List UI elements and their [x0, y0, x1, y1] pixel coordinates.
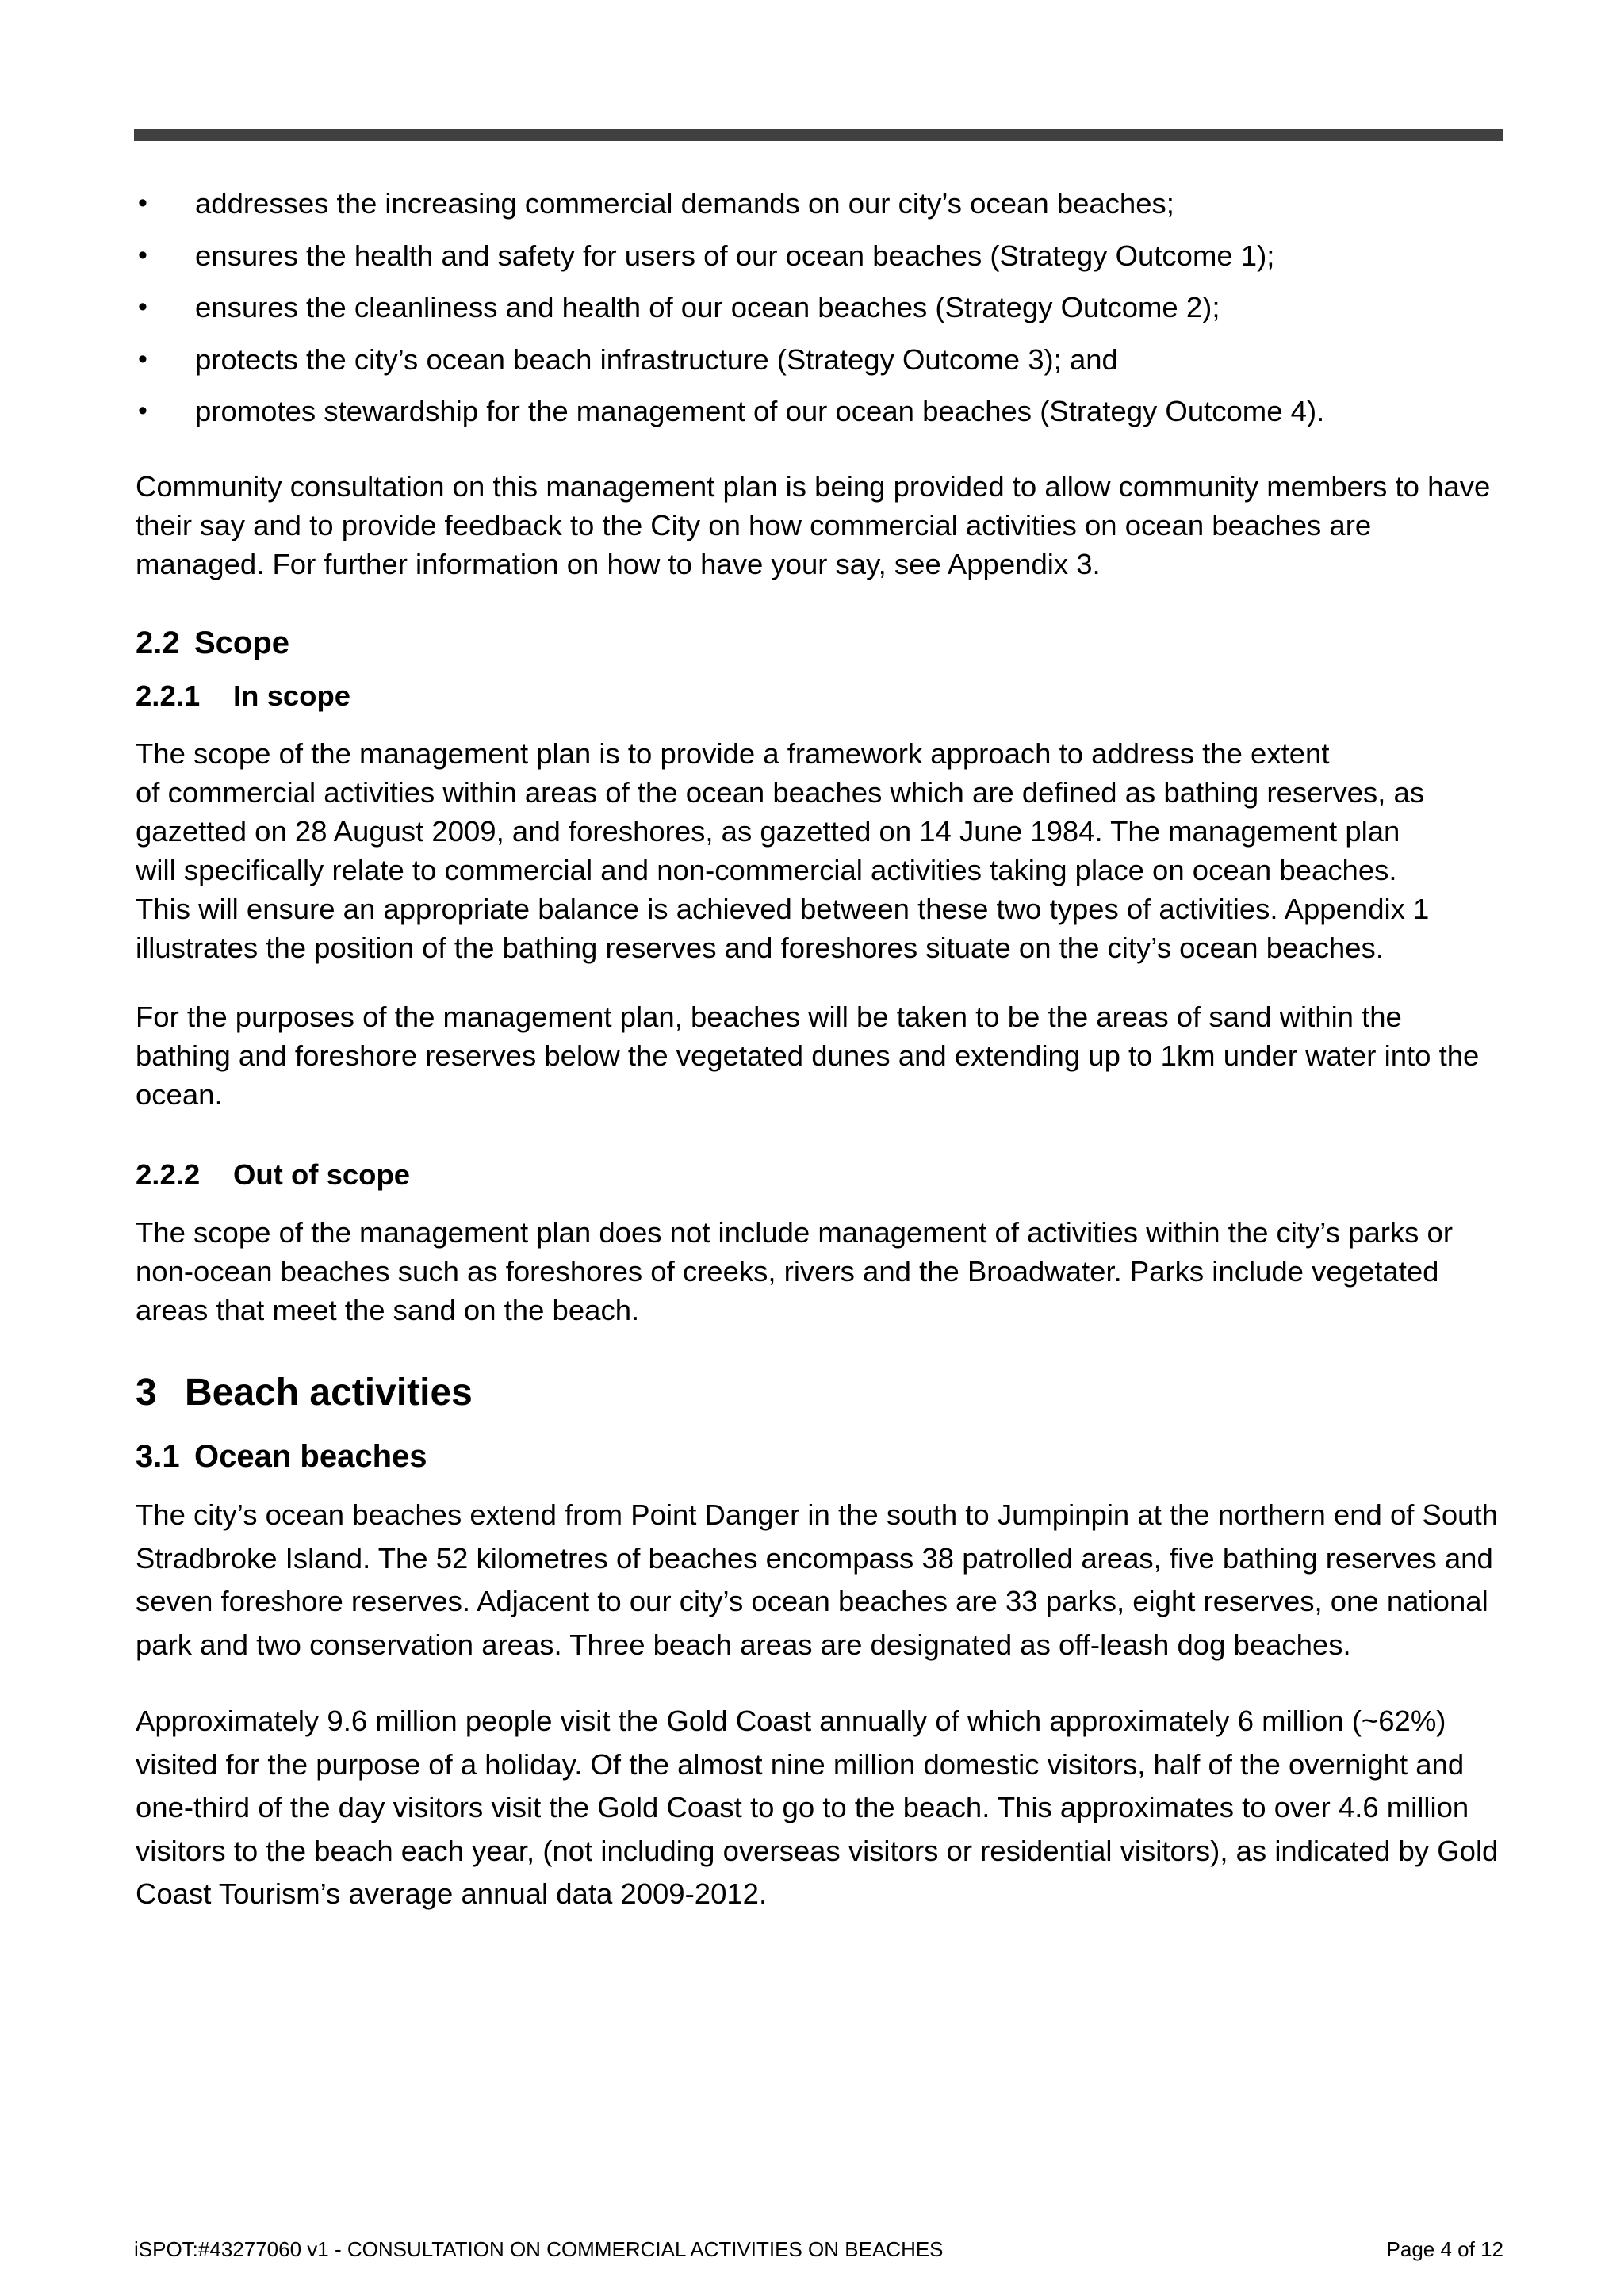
subsection-heading-2-2-2 — [136, 1156, 1500, 1194]
section-title: Ocean beaches — [194, 1439, 427, 1474]
list-item-text: ensures the cleanliness and health of our ocean beaches (Strategy Outcome 2); — [195, 291, 1220, 323]
subsection-heading-2-2-1 — [136, 677, 1500, 715]
consultation-paragraph: Community consultation on this management plan is being provided to allow community members to have their say and to provide feedback to the City on how commercial activities on ocean beaches are managed. For further information on how to have your say, see Appendix 3. — [136, 470, 1491, 580]
out-of-scope-paragraph: The scope of the management plan does not include management of activities within the city’s parks or non-ocean beaches such as foreshores of creeks, rivers and the Broadwater. Parks include vegetated areas that meet the sand on the beach. — [136, 1216, 1453, 1326]
paragraph-line: gazetted on 28 August 2009, and foreshores, as gazetted on 14 June 1984. The management plan — [136, 815, 1400, 848]
bullet-icon: • — [138, 239, 147, 270]
subsection-title: In scope — [233, 679, 351, 712]
subsection-number: 2.2.1 — [136, 679, 201, 712]
ocean-beaches-paragraph: The city’s ocean beaches extend from Point Danger in the south to Jumpinpin at the northern end of South Stradbroke Island. The 52 kilometres of beaches encompass 38 patrolled areas, five bathing reserves and seven foreshore reserves. Adjacent to our city’s ocean beaches are 33 parks, eight reserves, one national park and two conservation areas. Three beach areas are designated as off-leash dog beaches. — [136, 1498, 1498, 1661]
paragraph-line: This will ensure an appropriate balance is achieved between these two types of activities. Appendix 1 — [136, 893, 1430, 925]
objectives-list — [136, 184, 1500, 430]
subsection-title: Out of scope — [233, 1158, 411, 1191]
list-item — [136, 288, 1500, 327]
section-heading-3-1 — [136, 1436, 1500, 1477]
bullet-icon: • — [138, 292, 147, 322]
list-item — [136, 236, 1500, 275]
page-content — [136, 184, 1500, 1916]
beach-definition-paragraph: For the purposes of the management plan, beaches will be taken to be the areas of sand within the bathing and foreshore reserves below the vegetated dunes and extending up to 1km under water into the ocean. — [136, 1001, 1480, 1111]
page-number: Page 4 of 12 — [1386, 2237, 1503, 2261]
visitor-statistics-paragraph: Approximately 9.6 million people visit the Gold Coast annually of which approximately 6 million (~62%) visited for the purpose of a holiday. Of the almost nine million domestic visitors, half of the overnight and one-third of the day visitors visit the Gold Coast to go to the beach. This approximates to over 4.6 million visitors to the beach each year, (not including overseas visitors or residential visitors), as indicated by Gold Coast Tourism’s average annual data 2009-2012. — [136, 1705, 1499, 1910]
list-item — [136, 340, 1500, 379]
list-item — [136, 392, 1500, 430]
list-item — [136, 184, 1500, 223]
paragraph-line: will specifically relate to commercial and non-commercial activities taking place on ocean beaches. — [136, 854, 1397, 886]
paragraph-line: of commercial activities within areas of the ocean beaches which are defined as bathing reserves, as — [136, 776, 1425, 809]
section-number: 3 — [136, 1372, 157, 1414]
header-rule — [134, 129, 1503, 141]
bullet-icon: • — [138, 343, 147, 374]
bullet-icon: • — [138, 396, 147, 426]
section-title: Scope — [194, 626, 290, 660]
list-item-text: ensures the health and safety for users of our ocean beaches (Strategy Outcome 1); — [195, 239, 1275, 272]
in-scope-paragraph — [136, 734, 1500, 967]
list-item-text: protects the city’s ocean beach infrastructure (Strategy Outcome 3); and — [195, 342, 1118, 376]
paragraph-line: The scope of the management plan is to provide a framework approach to address the extent — [136, 737, 1330, 770]
document-reference: iSPOT:#43277060 v1 - CONSULTATION ON COMMERCIAL ACTIVITIES ON BEACHES — [134, 2237, 944, 2261]
subsection-number: 2.2.2 — [136, 1158, 201, 1191]
bullet-icon: • — [138, 188, 147, 218]
section-number: 3.1 — [136, 1439, 180, 1474]
list-item-text: addresses the increasing commercial demands on our city’s ocean beaches; — [195, 187, 1174, 220]
section-number: 2.2 — [136, 626, 180, 660]
paragraph-line: illustrates the position of the bathing reserves and foreshores situate on the city’s ocean beaches. — [136, 932, 1384, 964]
section-heading-3 — [136, 1369, 1500, 1417]
section-title: Beach activities — [185, 1372, 473, 1414]
section-heading-2-2 — [136, 622, 1500, 664]
list-item-text: promotes stewardship for the management of our ocean beaches (Strategy Outcome 4). — [195, 395, 1325, 427]
